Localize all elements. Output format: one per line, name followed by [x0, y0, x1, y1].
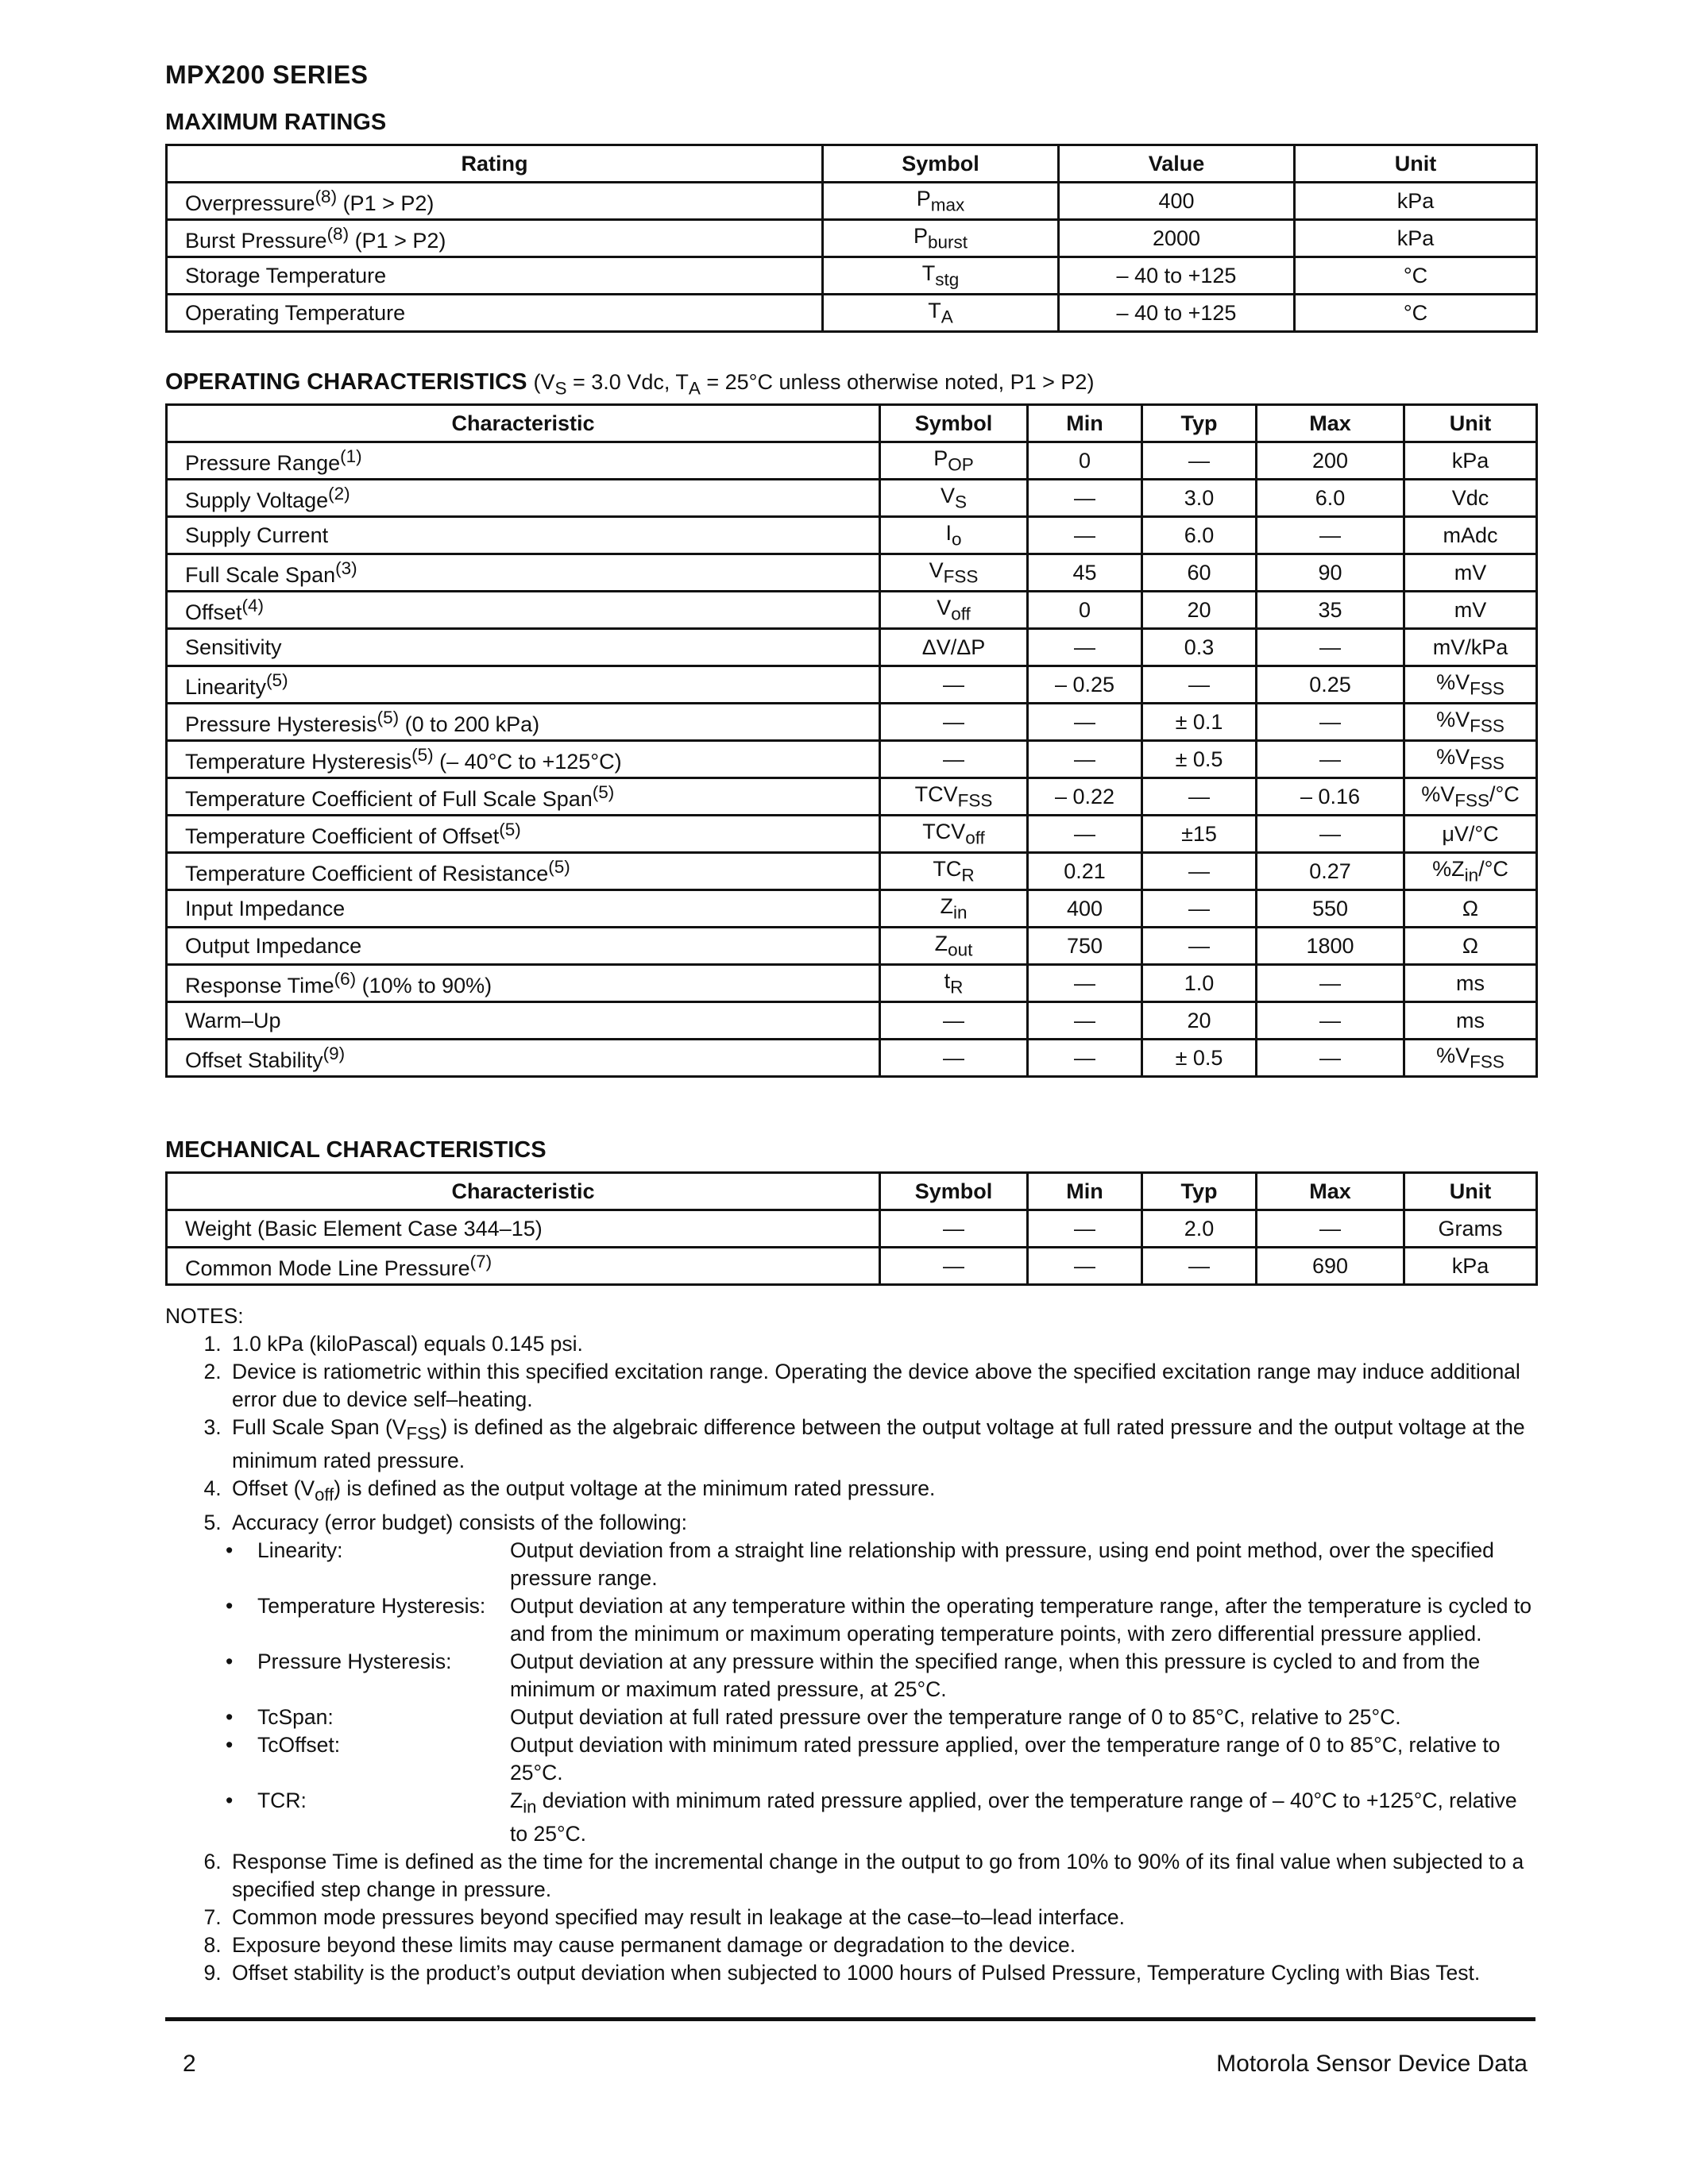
page-number: 2 [183, 2051, 196, 2077]
unit-cell: mV [1404, 592, 1537, 629]
characteristic-cell: Supply Voltage$^{(2)}$ [167, 480, 880, 517]
note-7: 7. Common mode pressures beyond specified may result in leakage at the case–to–lead interface. [227, 1904, 1535, 1931]
accuracy-item [170, 1787, 1535, 1848]
table-row [167, 442, 1537, 480]
min-cell: — [1028, 965, 1142, 1002]
unit-cell: $\%V_{FSS}$ [1404, 704, 1537, 741]
symbol-cell: $P_{burst}$ [823, 220, 1059, 257]
accuracy-desc: Output deviation at any temperature within the operating temperature range, after the temperature is cycled to and from the minimum or maximum operating temperature points, with zero differential pressure applied. [510, 1593, 1532, 1646]
max-cell: — [1257, 1210, 1404, 1248]
col-header: Max [1257, 405, 1404, 442]
characteristic-cell: Input Impedance [167, 890, 880, 928]
bullet-icon: • [226, 1732, 234, 1757]
col-header: Value [1059, 145, 1295, 183]
typ-cell: — [1142, 890, 1257, 928]
min-cell: 45 [1028, 554, 1142, 592]
value-cell: – 40 to +125 [1059, 257, 1295, 295]
operating-body [167, 442, 1537, 1077]
max-cell: 90 [1257, 554, 1404, 592]
min-cell: — [1028, 480, 1142, 517]
symbol-cell: — [880, 741, 1028, 778]
note-4: 4. Offset $(V_{off})$ is defined as the output voltage at the minimum rated pressure. [227, 1475, 1535, 1508]
symbol-cell: $Z_{out}$ [880, 928, 1028, 965]
min-cell: — [1028, 1002, 1142, 1040]
note-5 [227, 1509, 1535, 1848]
table-header-row [167, 1173, 1537, 1210]
note-6: 6. Response Time is defined as the time for the incremental change in the output to go from 10% to 90% of its final value when subjected to a specified step change in pressure. [227, 1848, 1535, 1904]
typ-cell: 1.0 [1142, 965, 1257, 1002]
unit-cell: mAdc [1404, 517, 1537, 554]
typ-cell: ±15 [1142, 816, 1257, 853]
unit-cell: $\%V_{FSS}$ [1404, 666, 1537, 704]
col-header: Typ [1142, 1173, 1257, 1210]
symbol-cell: $V_S$ [880, 480, 1028, 517]
characteristic-cell: Temperature Coefficient of Resistance$^{(5)}$ [167, 853, 880, 890]
accuracy-item [170, 1592, 1535, 1648]
max-cell: — [1257, 965, 1404, 1002]
typ-cell: 20 [1142, 1002, 1257, 1040]
col-header: Characteristic [167, 405, 880, 442]
unit-cell: kPa [1295, 220, 1537, 257]
unit-cell: ms [1404, 1002, 1537, 1040]
unit-cell: kPa [1404, 442, 1537, 480]
notes-section [165, 1302, 1535, 1987]
typ-cell: — [1142, 1248, 1257, 1285]
accuracy-item [170, 1648, 1535, 1704]
max-cell: — [1257, 741, 1404, 778]
symbol-cell: $TCV_{off}$ [880, 816, 1028, 853]
table-row [167, 928, 1537, 965]
characteristic-cell: Burst Pressure$^{(8)}$ (P1 > P2) [167, 220, 823, 257]
typ-cell: 0.3 [1142, 629, 1257, 666]
table-header-row [167, 145, 1537, 183]
symbol-cell: $V_{off}$ [880, 592, 1028, 629]
table-row [167, 183, 1537, 220]
max-cell: — [1257, 816, 1404, 853]
note-5-text: Accuracy (error budget) consists of the following: [232, 1510, 687, 1534]
symbol-cell: $Z_{in}$ [880, 890, 1028, 928]
symbol-cell: $P_{OP}$ [880, 442, 1028, 480]
symbol-cell: — [880, 1210, 1028, 1248]
min-cell: 0.21 [1028, 853, 1142, 890]
table-row [167, 965, 1537, 1002]
typ-cell: 3.0 [1142, 480, 1257, 517]
symbol-cell: — [880, 1002, 1028, 1040]
bullet-icon: • [226, 1593, 234, 1618]
table-row [167, 778, 1537, 816]
accuracy-desc: Output deviation with minimum rated pressure applied, over the temperature range of 0 to 85°C, relative to 25°C. [510, 1732, 1501, 1785]
operating-conditions: ($V_S = 3.0$ Vdc, $T_A = 25^\circ C$ unless otherwise noted, P1 > P2) [533, 370, 1095, 399]
accuracy-desc: Output deviation from a straight line relationship with pressure, using end point method, over the specified pressure range. [510, 1538, 1494, 1590]
min-cell: – 0.25 [1028, 666, 1142, 704]
value-cell: – 40 to +125 [1059, 295, 1295, 332]
max-cell: 200 [1257, 442, 1404, 480]
notes-list [165, 1330, 1535, 1987]
min-cell: — [1028, 629, 1142, 666]
accuracy-term: Linearity: [257, 1538, 343, 1562]
table-row [167, 1248, 1537, 1285]
typ-cell: — [1142, 442, 1257, 480]
symbol-cell: — [880, 704, 1028, 741]
symbol-cell: — [880, 1248, 1028, 1285]
typ-cell: 20 [1142, 592, 1257, 629]
min-cell: — [1028, 816, 1142, 853]
symbol-cell: $TCV_{FSS}$ [880, 778, 1028, 816]
col-header: Symbol [823, 145, 1059, 183]
accuracy-list [226, 1537, 1535, 1787]
min-cell: — [1028, 517, 1142, 554]
table-row [167, 890, 1537, 928]
min-cell: – 0.22 [1028, 778, 1142, 816]
characteristic-cell: Pressure Range$^{(1)}$ [167, 442, 880, 480]
max-cell: 0.27 [1257, 853, 1404, 890]
accuracy-item [170, 1537, 1535, 1592]
typ-cell: — [1142, 853, 1257, 890]
max-cell: 6.0 [1257, 480, 1404, 517]
characteristic-cell: Overpressure$^{(8)}$ (P1 > P2) [167, 183, 823, 220]
characteristic-cell: Operating Temperature [167, 295, 823, 332]
typ-cell: 2.0 [1142, 1210, 1257, 1248]
table-row [167, 295, 1537, 332]
symbol-cell: ΔV/ΔP [880, 629, 1028, 666]
unit-cell: °C [1295, 295, 1537, 332]
accuracy-term: TcOffset: [257, 1732, 341, 1757]
accuracy-term: TCR: [257, 1788, 307, 1812]
table-header-row [167, 405, 1537, 442]
table-row [167, 629, 1537, 666]
table-row [167, 666, 1537, 704]
mechanical-table [165, 1171, 1538, 1286]
unit-cell: mV [1404, 554, 1537, 592]
characteristic-cell: Full Scale Span$^{(3)}$ [167, 554, 880, 592]
min-cell: — [1028, 1040, 1142, 1077]
note-9: 9. Offset stability is the product’s output deviation when subjected to 1000 hours of Pulsed Pressure, Temperature Cycling with Bias Test. [227, 1959, 1535, 1987]
max-cell: 550 [1257, 890, 1404, 928]
table-row [167, 704, 1537, 741]
unit-cell: kPa [1295, 183, 1537, 220]
col-header: Symbol [880, 405, 1028, 442]
unit-cell: mV/kPa [1404, 629, 1537, 666]
characteristic-cell: Pressure Hysteresis$^{(5)}$ (0 to 200 kPa) [167, 704, 880, 741]
max-ratings-table [165, 144, 1538, 333]
unit-cell: ms [1404, 965, 1537, 1002]
operating-table [165, 403, 1538, 1078]
symbol-cell: $T_A$ [823, 295, 1059, 332]
max-cell: 690 [1257, 1248, 1404, 1285]
symbol-cell: $TC_R$ [880, 853, 1028, 890]
max-cell: – 0.16 [1257, 778, 1404, 816]
table-row [167, 220, 1537, 257]
typ-cell: — [1142, 928, 1257, 965]
table-row [167, 1210, 1537, 1248]
characteristic-cell: Linearity$^{(5)}$ [167, 666, 880, 704]
note-2: 2. Device is ratiometric within this specified excitation range. Operating the device above the specified excitation range may induce additional error due to device self–heating. [227, 1358, 1535, 1414]
typ-cell: ± 0.1 [1142, 704, 1257, 741]
typ-cell: 6.0 [1142, 517, 1257, 554]
typ-cell: ± 0.5 [1142, 741, 1257, 778]
max-cell: — [1257, 1040, 1404, 1077]
symbol-cell: — [880, 666, 1028, 704]
accuracy-desc: Output deviation at full rated pressure over the temperature range of 0 to 85°C, relative to 25°C. [510, 1704, 1401, 1729]
table-row [167, 554, 1537, 592]
note-1: 1. 1.0 kPa (kiloPascal) equals 0.145 psi. [227, 1330, 1535, 1358]
table-row [167, 1040, 1537, 1077]
characteristic-cell: Warm–Up [167, 1002, 880, 1040]
max-cell: 1800 [1257, 928, 1404, 965]
col-header: Rating [167, 145, 823, 183]
col-header: Min [1028, 1173, 1142, 1210]
col-header: Max [1257, 1173, 1404, 1210]
unit-cell: $\%Z_{in}/^\circ C$ [1404, 853, 1537, 890]
characteristic-cell: Sensitivity [167, 629, 880, 666]
operating-title: OPERATING CHARACTERISTICS [165, 369, 527, 395]
characteristic-cell: Common Mode Line Pressure$^{(7)}$ [167, 1248, 880, 1285]
min-cell: — [1028, 704, 1142, 741]
characteristic-cell: Storage Temperature [167, 257, 823, 295]
symbol-cell: $V_{FSS}$ [880, 554, 1028, 592]
bullet-icon: • [226, 1788, 234, 1812]
min-cell: — [1028, 1248, 1142, 1285]
min-cell: — [1028, 741, 1142, 778]
min-cell: 750 [1028, 928, 1142, 965]
symbol-cell: $t_R$ [880, 965, 1028, 1002]
max-cell: — [1257, 517, 1404, 554]
symbol-cell: $T_{stg}$ [823, 257, 1059, 295]
col-header: Symbol [880, 1173, 1028, 1210]
unit-cell: Ω [1404, 890, 1537, 928]
max-cell: 0.25 [1257, 666, 1404, 704]
min-cell: 0 [1028, 592, 1142, 629]
unit-cell: °C [1295, 257, 1537, 295]
unit-cell: Vdc [1404, 480, 1537, 517]
col-header: Unit [1404, 405, 1537, 442]
characteristic-cell: Temperature Coefficient of Full Scale Span$^{(5)}$ [167, 778, 880, 816]
unit-cell: Ω [1404, 928, 1537, 965]
table-row [167, 517, 1537, 554]
col-header: Typ [1142, 405, 1257, 442]
characteristic-cell: Output Impedance [167, 928, 880, 965]
table-row [167, 592, 1537, 629]
bullet-icon: • [226, 1704, 234, 1729]
table-row [167, 853, 1537, 890]
note-3: 3. Full Scale Span $(V_{FSS})$ is defined as the algebraic difference between the output voltage at full rated pressure and the output voltage at the minimum rated pressure. [227, 1414, 1535, 1475]
bullet-icon: • [226, 1649, 234, 1673]
characteristic-cell: Response Time$^{(6)}$ (10% to 90%) [167, 965, 880, 1002]
characteristic-cell: Supply Current [167, 517, 880, 554]
note-8: 8. Exposure beyond these limits may cause permanent damage or degradation to the device. [227, 1931, 1535, 1959]
col-header: Min [1028, 405, 1142, 442]
characteristic-cell: Temperature Hysteresis$^{(5)}$ (– 40°C to +125°C) [167, 741, 880, 778]
max-cell: — [1257, 704, 1404, 741]
typ-cell: 60 [1142, 554, 1257, 592]
max-ratings-heading: MAXIMUM RATINGS [165, 110, 387, 135]
accuracy-term: Pressure Hysteresis: [257, 1649, 452, 1673]
accuracy-desc: $Z_{in}$ deviation with minimum rated pressure applied, over the temperature range of – 40°C to +125°C, relative to 25°C. [510, 1788, 1517, 1846]
col-header: Characteristic [167, 1173, 880, 1210]
min-cell: — [1028, 1210, 1142, 1248]
accuracy-term: TcSpan: [257, 1704, 334, 1729]
typ-cell: — [1142, 778, 1257, 816]
notes-heading: NOTES: [165, 1304, 244, 1328]
table-row [167, 480, 1537, 517]
footer-source: Motorola Sensor Device Data [1216, 2051, 1528, 2077]
characteristic-cell: Weight (Basic Element Case 344–15) [167, 1210, 880, 1248]
unit-cell: $\%V_{FSS}/^\circ C$ [1404, 778, 1537, 816]
mechanical-body [167, 1210, 1537, 1285]
unit-cell: μV/°C [1404, 816, 1537, 853]
col-header: Unit [1295, 145, 1537, 183]
characteristic-cell: Offset$^{(4)}$ [167, 592, 880, 629]
accuracy-list-tcr [226, 1787, 1535, 1848]
unit-cell: Grams [1404, 1210, 1537, 1248]
accuracy-desc: Output deviation at any pressure within the specified range, when this pressure is cycled to and from the minimum or maximum rated pressure, at 25°C. [510, 1649, 1481, 1701]
typ-cell: ± 0.5 [1142, 1040, 1257, 1077]
characteristic-cell: Temperature Coefficient of Offset$^{(5)}$ [167, 816, 880, 853]
min-cell: 0 [1028, 442, 1142, 480]
table-row [167, 1002, 1537, 1040]
min-cell: 400 [1028, 890, 1142, 928]
unit-cell: $\%V_{FSS}$ [1404, 1040, 1537, 1077]
unit-cell: $\%V_{FSS}$ [1404, 741, 1537, 778]
table-row [167, 257, 1537, 295]
max-cell: 35 [1257, 592, 1404, 629]
symbol-cell: $P_{max}$ [823, 183, 1059, 220]
characteristic-cell: Offset Stability$^{(9)}$ [167, 1040, 880, 1077]
accuracy-item [170, 1731, 1535, 1787]
symbol-cell: — [880, 1040, 1028, 1077]
max-ratings-body [167, 183, 1537, 332]
table-row [167, 741, 1537, 778]
mechanical-heading: MECHANICAL CHARACTERISTICS [165, 1137, 547, 1163]
operating-heading [165, 369, 1094, 399]
max-cell: — [1257, 629, 1404, 666]
accuracy-term: Temperature Hysteresis: [257, 1593, 486, 1618]
value-cell: 400 [1059, 183, 1295, 220]
value-cell: 2000 [1059, 220, 1295, 257]
accuracy-item [170, 1704, 1535, 1731]
table-row [167, 816, 1537, 853]
unit-cell: kPa [1404, 1248, 1537, 1285]
max-cell: — [1257, 1002, 1404, 1040]
footer-rule [165, 2017, 1535, 2021]
symbol-cell: $I_o$ [880, 517, 1028, 554]
series-title: MPX200 SERIES [165, 60, 369, 89]
typ-cell: — [1142, 666, 1257, 704]
bullet-icon: • [226, 1538, 234, 1562]
col-header: Unit [1404, 1173, 1537, 1210]
